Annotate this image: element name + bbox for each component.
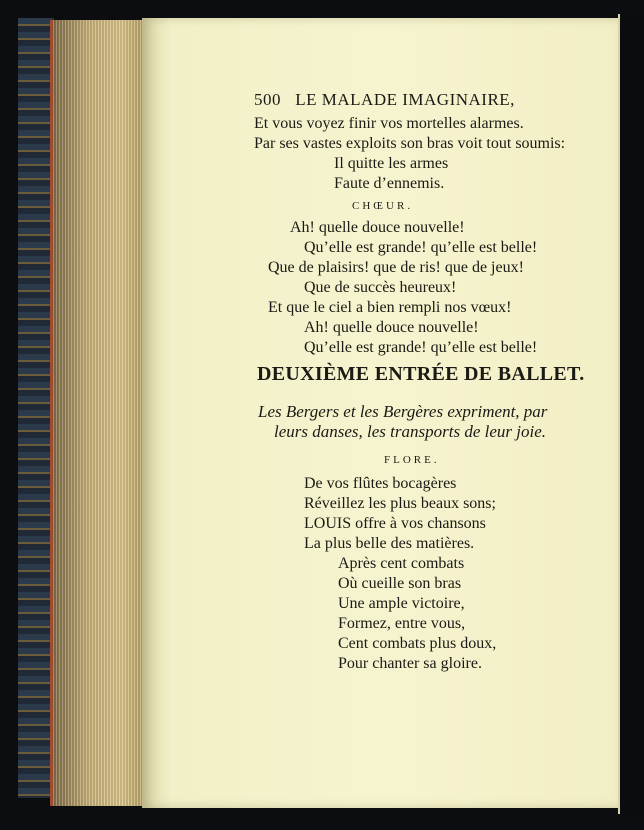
- book-page: [142, 18, 618, 808]
- flore-line: LOUIS offre à vos chansons: [304, 515, 486, 532]
- choeur-line: Ah! quelle douce nouvelle!: [290, 219, 465, 236]
- book-spine: [18, 18, 54, 798]
- choeur-line: Qu’elle est grande! qu’elle est belle!: [304, 239, 538, 256]
- facing-page-edge: [618, 14, 644, 814]
- flore-line: Cent combats plus doux,: [338, 635, 497, 652]
- running-title: LE MALADE IMAGINAIRE,: [295, 90, 515, 109]
- flore-line: Après cent combats: [338, 555, 465, 572]
- verse-line: Par ses vastes exploits son bras voit tout soumis:: [254, 135, 566, 152]
- choeur-line: Que de plaisirs! que de ris! que de jeux!: [268, 259, 524, 276]
- flore-line: La plus belle des matières.: [304, 535, 475, 552]
- choeur-line: Que de succès heureux!: [304, 279, 457, 296]
- choeur-line: Et que le ciel a bien rempli nos vœux!: [268, 299, 512, 316]
- flore-line: Formez, entre vous,: [338, 615, 466, 632]
- flore-line: Une ample victoire,: [338, 595, 465, 612]
- stage-direction: Les Bergers et les Bergères expriment, par: [258, 402, 548, 421]
- flore-line: De vos flûtes bocagères: [304, 475, 457, 492]
- verse-line: Et vous voyez finir vos mortelles alarmes.: [254, 115, 524, 132]
- page-content: [142, 18, 618, 808]
- verse-line: Faute d’ennemis.: [334, 175, 445, 192]
- page-edges: [50, 20, 145, 806]
- flore-line: Où cueille son bras: [338, 575, 462, 592]
- page-number: 500: [254, 90, 281, 109]
- flore-heading: FLORE.: [384, 454, 440, 466]
- flore-line: Réveillez les plus beaux sons;: [304, 495, 496, 512]
- choeur-heading: CHŒUR.: [352, 200, 414, 212]
- stage-direction: leurs danses, les transports de leur joie.: [274, 422, 546, 441]
- section-title: DEUXIÈME ENTRÉE DE BALLET.: [257, 363, 585, 385]
- verse-line: Il quitte les armes: [334, 155, 449, 172]
- flore-line: Pour chanter sa gloire.: [338, 655, 482, 672]
- choeur-line: Qu’elle est grande! qu’elle est belle!: [304, 339, 538, 356]
- choeur-line: Ah! quelle douce nouvelle!: [304, 319, 479, 336]
- page-header: [254, 90, 515, 110]
